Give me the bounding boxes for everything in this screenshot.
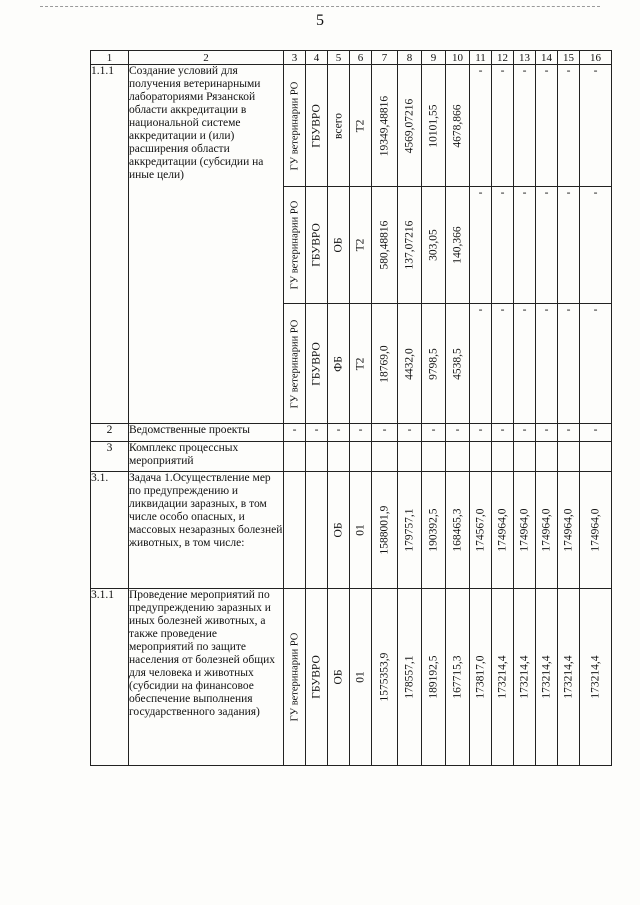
cell-value: - [558,304,580,424]
row-number: 1.1.1 [91,65,129,424]
cell-value: 173214,4 [540,655,552,699]
cell-value: - [446,424,470,442]
cell-value: - [536,65,558,187]
cell-value: - [328,424,350,442]
cell-value: 4432,0 [403,347,415,380]
cell-value: - [306,424,328,442]
cell-value: 4538,5 [451,347,463,380]
row-number: 2 [91,424,129,442]
cell-responsible: ГУ ветеринарии РО [289,200,300,290]
header-cell: 11 [470,51,492,65]
row-name: Задача 1.Осуществление мер по предупреждению и ликвидации заразных, в том числе особо опасных, и массовых незаразных болезней животных, в том числе: [129,472,284,589]
cell-value: 173214,4 [496,655,508,699]
cell-value: - [492,187,514,304]
table-row [91,424,612,442]
cell-code: 01 [354,671,366,683]
header-row [91,51,612,65]
cell-value: - [580,187,612,304]
header-cell: 3 [284,51,306,65]
cell-value: - [398,424,422,442]
cell-value: 167715,3 [451,655,463,699]
cell-value: - [536,304,558,424]
cell-value: - [470,424,492,442]
cell-source: ОБ [332,522,344,538]
cell-source: ОБ [332,237,344,253]
header-cell: 15 [558,51,580,65]
cell-value: - [492,65,514,187]
header-cell: 12 [492,51,514,65]
cell-value: - [558,65,580,187]
cell-value: - [580,65,612,187]
row-name: Создание условий для получения ветеринарными лабораториями Рязанской области аккредитации в национальной системе аккредитации и (или) расширения области аккредитации (субсидии на иные цели) [129,65,284,424]
cell-value: 174964,0 [589,508,601,552]
row-number: 3.1.1 [91,589,129,766]
cell-value: - [536,187,558,304]
page-number: 5 [316,12,324,29]
cell-value: 178557,1 [403,655,415,699]
cell-value: - [580,424,612,442]
cell-value: 580,48816 [378,220,390,270]
cell-value: - [514,424,536,442]
cell-value: 190392,5 [427,508,439,552]
cell-value: 303,05 [427,229,439,261]
cell-value: 174964,0 [540,508,552,552]
header-cell: 14 [536,51,558,65]
cell-value: - [514,187,536,304]
cell-executor: ГБУВРО [310,103,322,148]
cell-value: 174964,0 [562,508,574,552]
cell-value: 1575353,9 [378,652,390,702]
cell-value: - [422,424,446,442]
cell-value: - [372,424,398,442]
cell-source: ФБ [332,355,344,372]
header-cell: 1 [91,51,129,65]
cell-value: 174964,0 [496,508,508,552]
cell-value: 10101,55 [427,103,439,148]
cell-value: 140,366 [451,226,463,264]
cell-value: 173817,0 [474,655,486,699]
cell-value: 19349,48816 [378,95,390,156]
cell-value: - [492,424,514,442]
row-number: 3.1. [91,472,129,589]
cell-value: 189192,5 [427,655,439,699]
cell-code: 01 [354,524,366,536]
cell-value: 9798,5 [427,347,439,380]
cell-value: - [492,304,514,424]
cell-code: Т2 [354,357,366,370]
row-number: 3 [91,442,129,472]
cell-code: Т2 [354,238,366,252]
cell-value: - [514,65,536,187]
cell-value: 173214,4 [518,655,530,699]
table-row [91,589,612,766]
row-name: Проведение мероприятий по предупреждению заразных и иных болезней животных, а также проведение мероприятий по защите населения от болезней общих для человека и животных (субсидии на финансовое обеспечение выполнения государственного задания) [129,589,284,766]
cell-value: 4569,07216 [403,98,415,153]
header-cell: 5 [328,51,350,65]
cell-value: - [536,424,558,442]
cell-executor: ГБУВРО [310,341,322,386]
cell-value: 174567,0 [474,508,486,552]
cell-code: Т2 [354,119,366,132]
cell-responsible: ГУ ветеринарии РО [289,632,300,722]
cell-value: - [284,424,306,442]
cell-value: - [470,187,492,304]
header-cell: 13 [514,51,536,65]
header-cell: 4 [306,51,328,65]
header-cell: 6 [350,51,372,65]
cell-value: - [470,304,492,424]
header-cell: 16 [580,51,612,65]
table-row [91,472,612,589]
table-row [91,442,612,472]
cell-source: ОБ [332,669,344,685]
header-cell: 7 [372,51,398,65]
header-cell: 2 [129,51,284,65]
cell-value: 137,07216 [403,220,415,270]
cell-value: 173214,4 [562,655,574,699]
row-name: Комплекс процессных мероприятий [129,442,284,472]
cell-value: 4678,866 [451,103,463,148]
cell-value: 179757,1 [403,508,415,552]
header-cell: 8 [398,51,422,65]
cell-value: - [558,424,580,442]
cell-value: 173214,4 [589,655,601,699]
cell-value: - [558,187,580,304]
row-name: Ведомственные проекты [129,424,284,442]
cell-value: 18769,0 [378,344,390,383]
cell-value: 174964,0 [518,508,530,552]
cell-value: 168465,3 [451,508,463,552]
cell-executor: ГБУВРО [310,655,322,699]
table-row [91,65,612,187]
cell-value: - [514,304,536,424]
cell-responsible: ГУ ветеринарии РО [289,319,300,408]
header-cell: 9 [422,51,446,65]
cell-responsible: ГУ ветеринарии РО [289,81,300,170]
scan-top-line [40,6,600,7]
cell-value: 1588001,9 [378,505,390,555]
cell-executor: ГБУВРО [310,223,322,267]
cell-value: - [470,65,492,187]
cell-source: всего [332,112,344,139]
budget-table [90,50,612,766]
header-cell: 10 [446,51,470,65]
cell-value: - [580,304,612,424]
cell-value: - [350,424,372,442]
